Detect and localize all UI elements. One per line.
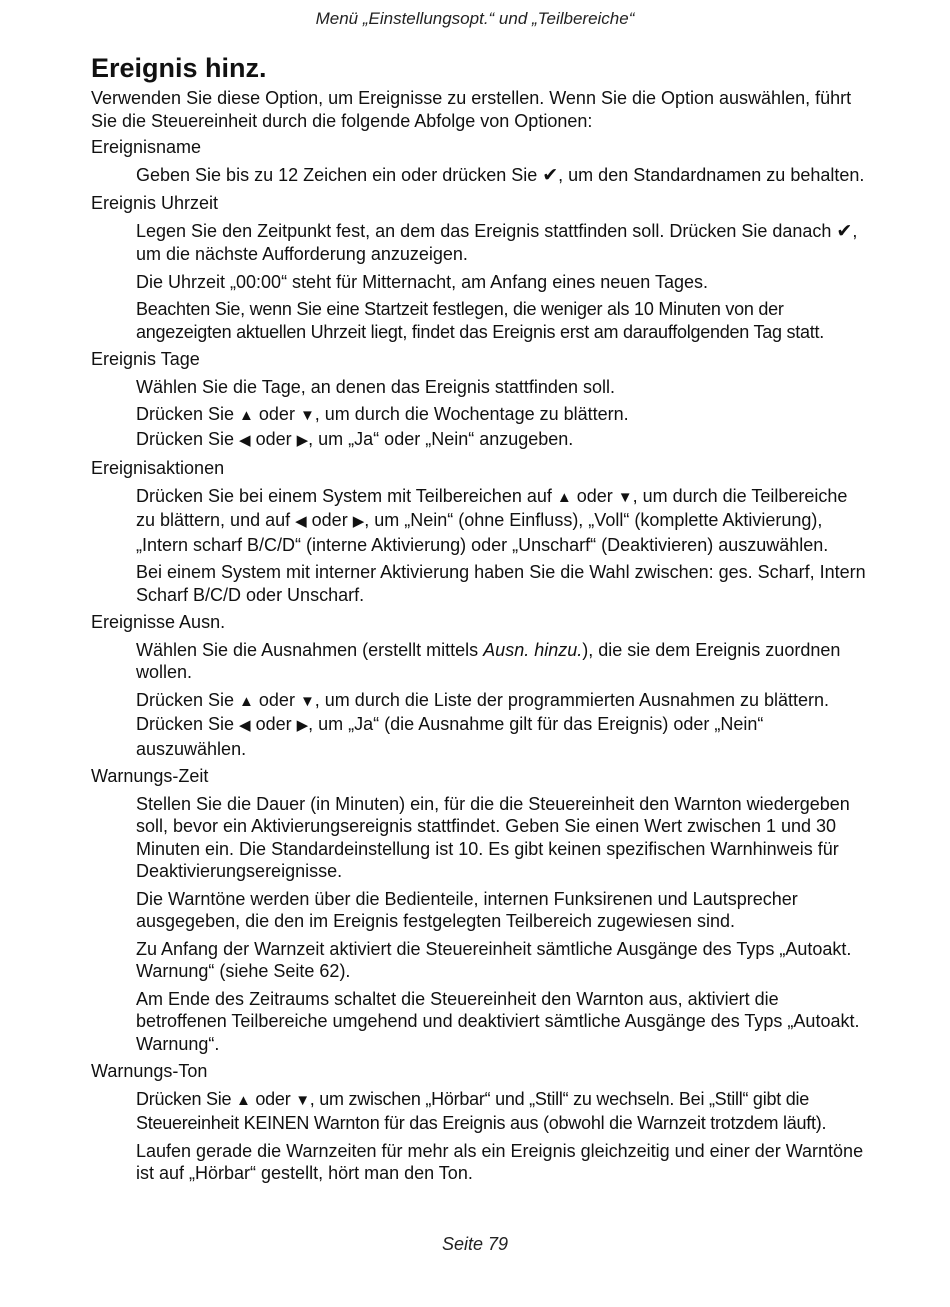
event-days-paragraph-2 xyxy=(136,403,866,428)
left-arrow-icon: ◀ xyxy=(295,513,307,530)
intro-paragraph: Verwenden Sie diese Option, um Ereignisse zu erstellen. Wenn Sie die Option auswählen, führt Sie die Steuereinheit durch die folgende Abfolge von Optionen: xyxy=(91,88,852,131)
running-header: Menü „Einstellungsopt.“ und „Teilbereiche“ xyxy=(315,9,635,28)
text-span: ), die sie dem Ereignis zuordnen wollen. xyxy=(136,639,841,682)
warning-time-paragraph-3: Zu Anfang der Warnzeit aktiviert die Steuereinheit sämtliche Ausgänge des Typs „Autoakt. Warnung“ (siehe Seite 62). xyxy=(136,938,852,981)
text-span: oder xyxy=(253,689,300,710)
section-heading-warning-tone: Warnungs-Ton xyxy=(91,1061,208,1081)
text-span: Wählen Sie die Ausnahmen (erstellt mittels xyxy=(136,639,484,660)
text-span: Legen Sie den Zeitpunkt fest, an dem das Ereignis stattfinden soll. Drücken Sie danach xyxy=(136,220,837,241)
up-arrow-icon: ▲ xyxy=(556,488,572,506)
right-arrow-icon: ▶ xyxy=(296,431,309,449)
up-arrow-icon: ▲ xyxy=(239,407,254,424)
text-span: oder xyxy=(250,714,297,734)
section-heading-event-actions: Ereignisaktionen xyxy=(91,458,225,478)
section-heading-warning-time: Warnungs-Zeit xyxy=(91,766,209,786)
text-span: , um durch die Teilbereiche zu blättern, und auf xyxy=(136,485,848,530)
text-span: , um „Ja“ (die Ausnahme gilt für das Ereignis) oder „Nein“ auszuwählen. xyxy=(136,714,764,759)
text-span: , um „Ja“ oder „Nein“ anzugeben. xyxy=(308,428,574,449)
text-span: , um den Standardnamen zu behalten. xyxy=(558,164,865,185)
down-arrow-icon: ▼ xyxy=(299,407,315,424)
section-heading-event-name: Ereignisname xyxy=(91,137,202,157)
text-span: , um zwischen „Hörbar“ und „Still“ zu wechseln. Bei „Still“ gibt die Steuereinheit KEINEN Warnton für das Ereignis aus (obwohl die Warnzeit trotzdem läuft). xyxy=(136,1088,827,1133)
right-arrow-icon: ▶ xyxy=(352,513,365,530)
text-span: oder xyxy=(250,1088,296,1109)
text-span: Drücken Sie xyxy=(136,689,240,710)
event-actions-paragraph-2: Bei einem System mit interner Aktivierung haben Sie die Wahl zwischen: ges. Scharf, Intern Scharf B/C/D oder Unscharf. xyxy=(136,562,866,605)
page-title: Ereignis hinz. xyxy=(91,53,267,83)
text-span: , um die nächste Aufforderung anzuzeigen. xyxy=(136,220,858,264)
up-arrow-icon: ▲ xyxy=(236,1091,251,1109)
check-icon: ✔ xyxy=(836,220,853,242)
up-arrow-icon: ▲ xyxy=(239,692,254,710)
event-name-paragraph xyxy=(136,164,866,188)
check-icon: ✔ xyxy=(542,164,559,186)
down-arrow-icon: ▼ xyxy=(617,488,633,506)
warning-tone-paragraph-1 xyxy=(136,1088,866,1135)
event-days-paragraph-3 xyxy=(136,428,866,453)
text-span: oder xyxy=(571,485,618,506)
section-heading-event-time: Ereignis Uhrzeit xyxy=(91,193,219,213)
right-arrow-icon: ▶ xyxy=(296,717,309,734)
text-span: , um durch die Wochentage zu blättern. xyxy=(314,404,629,424)
text-span: oder xyxy=(253,404,300,424)
text-span: Drücken Sie bei einem System mit Teilbereichen auf xyxy=(136,485,557,506)
page-number: Seite 79 xyxy=(441,1234,509,1254)
event-time-paragraph-1 xyxy=(136,220,866,266)
down-arrow-icon: ▼ xyxy=(299,692,315,710)
document-body xyxy=(91,52,866,1190)
event-time-paragraph-2: Die Uhrzeit „00:00“ steht für Mitternacht, am Anfang eines neuen Tages. xyxy=(136,271,708,292)
text-span: Drücken Sie xyxy=(136,1088,237,1109)
text-span: oder xyxy=(250,428,297,449)
left-arrow-icon: ◀ xyxy=(239,717,251,734)
warning-time-paragraph-4: Am Ende des Zeitraums schaltet die Steuereinheit den Warnton aus, aktiviert die betroffenen Teilbereiche umgehend und deaktiviert sämtliche Ausgänge des Typs „Autoakt. Warnung“. xyxy=(136,988,860,1054)
event-exceptions-paragraph-1 xyxy=(136,639,866,684)
text-span: Geben Sie bis zu 12 Zeichen ein oder drücken Sie xyxy=(136,164,543,185)
down-arrow-icon: ▼ xyxy=(295,1091,310,1109)
section-heading-event-days: Ereignis Tage xyxy=(91,349,200,369)
text-span: , um durch die Liste der programmierten Ausnahmen zu blättern. Drücken Sie xyxy=(136,689,830,734)
text-span: oder xyxy=(306,510,353,530)
event-time-paragraph-3: Beachten Sie, wenn Sie eine Startzeit festlegen, die weniger als 10 Minuten von der angezeigten aktuellen Uhrzeit liegt, findet das Ereignis erst am darauffolgenden Tag statt. xyxy=(136,299,825,342)
warning-tone-paragraph-2: Laufen gerade die Warnzeiten für mehr als ein Ereignis gleichzeitig und einer der Warntöne ist auf „Hörbar“ gestellt, hört man den Ton. xyxy=(136,1140,864,1183)
event-exceptions-paragraph-2 xyxy=(136,689,866,761)
warning-time-paragraph-2: Die Warntöne werden über die Bedienteile, internen Funksirenen und Lautsprecher ausgegeben, die den im Ereignis festgelegten Teilbereich zugewiesen sind. xyxy=(136,888,798,931)
text-span: Drücken Sie xyxy=(136,428,240,449)
text-span: Drücken Sie xyxy=(136,404,240,424)
section-heading-event-exceptions: Ereignisse Ausn. xyxy=(91,612,226,632)
menu-reference: Ausn. hinzu. xyxy=(483,639,583,660)
left-arrow-icon: ◀ xyxy=(239,431,251,449)
event-days-paragraph-1: Wählen Sie die Tage, an denen das Ereignis stattfinden soll. xyxy=(136,376,615,397)
event-actions-paragraph-1 xyxy=(136,485,866,557)
warning-time-paragraph-1: Stellen Sie die Dauer (in Minuten) ein, für die die Steuereinheit den Warnton wiedergeben soll, bevor ein Aktivierungsereignis stattfindet. Geben Sie einen Wert zwischen 1 und 30 Minuten ein. Die Standardeinstellung ist 10. Es gibt keinen spezifischen Warnhinweis für Deaktivierungsereignisse. xyxy=(136,793,850,881)
text-span: , um „Nein“ (ohne Einfluss), „Voll“ (komplette Aktivierung), „Intern scharf B/C/D“ (interne Aktivierung) oder „Unscharf“ (Deaktivieren) auszuwählen. xyxy=(136,510,829,555)
